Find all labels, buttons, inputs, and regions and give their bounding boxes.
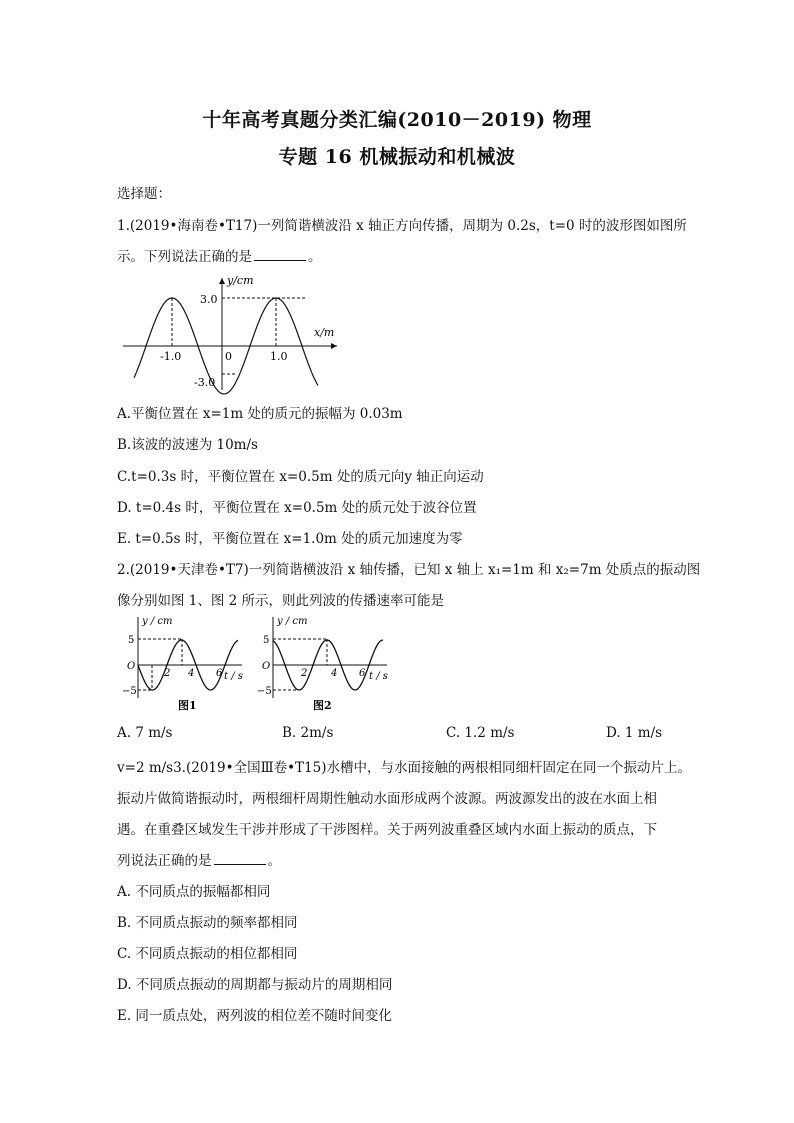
document-title: 十年高考真题分类汇编(2010－2019) 物理 <box>202 109 592 131</box>
q1-xtick-pos: 1.0 <box>270 350 288 363</box>
q2-option-a: A. 7 m/s <box>117 725 173 741</box>
fig2-y5: 5 <box>263 635 270 646</box>
q3-text-line2: 振动片做简谐振动时，两根细杆周期性触动水面形成两个波源。两波源发出的波在水面上相 <box>117 791 657 807</box>
q2-option-d: D. 1 m/s <box>606 725 663 741</box>
q1-xtick-zero: 0 <box>225 350 232 363</box>
fig2-y0: O <box>262 661 271 672</box>
q3-text-line4-pre: 列说法正确的是 <box>117 853 212 869</box>
section-heading: 选择题： <box>117 186 171 202</box>
fig1-t4: 4 <box>188 668 195 679</box>
q1-answer-blank <box>254 248 306 261</box>
document-subtitle: 专题 16 机械振动和机械波 <box>278 146 516 168</box>
fig1-caption: 图1 <box>178 699 197 712</box>
fig1-y0: O <box>127 661 136 672</box>
q2-text-line1: 2.(2019•天津卷•T7)一列简谐横波沿 x 轴传播，已知 x 轴上 x₁=1m 和 x₂=7m 处质点的振动图 <box>117 562 701 578</box>
q2-option-b: B. 2m/s <box>282 725 334 741</box>
q2-option-c: C. 1.2 m/s <box>446 725 515 741</box>
fig1-t2: 2 <box>164 668 171 679</box>
q1-option-e: E. t=0.5s 时，平衡位置在 x=1.0m 处的质元加速度为零 <box>117 531 463 547</box>
q3-text-line4 <box>117 849 281 869</box>
q1-ytick-top: 3.0 <box>200 293 218 306</box>
q1-text-line1: 1.(2019•海南卷•T17)一列简谐横波沿 x 轴正方向传播，周期为 0.2s，t=0 时的波形图如图所 <box>117 218 687 234</box>
q1-xlabel: x/m <box>314 326 335 339</box>
q3-option-e: E. 同一质点处，两列波的相位差不随时间变化 <box>117 1008 392 1024</box>
q1-option-c: C.t=0.3s 时，平衡位置在 x=0.5m 处的质元向y 轴正向运动 <box>117 469 484 485</box>
fig1-ylabel: y / cm <box>142 616 173 627</box>
q1-option-d: D. t=0.4s 时，平衡位置在 x=0.5m 处的质元处于波谷位置 <box>117 500 477 516</box>
q1-option-b: B.该波的波速为 10m/s <box>117 437 258 453</box>
fig1-y5: 5 <box>128 635 135 646</box>
q2-text-line2: 像分别如图 1、图 2 所示，则此列波的传播速率可能是 <box>117 593 445 609</box>
q1-text-line2-pre: 示。下列说法正确的是 <box>117 249 252 265</box>
q3-text-line3: 遇。在重叠区域发生干涉并形成了干涉图样。关于两列波重叠区域内水面上振动的质点，下 <box>117 822 657 838</box>
q1-wave-graph <box>120 270 340 395</box>
q3-option-a: A. 不同质点的振幅都相同 <box>117 884 271 900</box>
q1-ytick-bottom: -3.0 <box>194 376 216 389</box>
q1-xtick-neg: -1.0 <box>160 350 182 363</box>
fig2-caption: 图2 <box>313 699 332 712</box>
fig2-t6: 6 <box>359 668 366 679</box>
q3-option-c: C. 不同质点振动的相位都相同 <box>117 946 298 962</box>
q3-answer-blank <box>214 852 266 865</box>
fig2-t4: 4 <box>331 668 338 679</box>
fig2-yn5: −5 <box>257 686 272 697</box>
fig1-tlabel: t / s <box>224 671 243 682</box>
fig2-t2: 2 <box>301 668 308 679</box>
q3-option-d: D. 不同质点振动的周期都与振动片的周期相同 <box>117 977 393 993</box>
q2-figure-2 <box>255 613 393 713</box>
q2-figure-1 <box>120 613 248 713</box>
q1-ylabel: y/cm <box>227 274 254 287</box>
fig2-tlabel: t / s <box>369 671 388 682</box>
q3-option-b: B. 不同质点振动的频率都相同 <box>117 915 298 931</box>
fig1-t6: 6 <box>216 668 223 679</box>
q3-text-line4-post: 。 <box>267 853 281 869</box>
fig2-ylabel: y / cm <box>277 616 308 627</box>
q1-option-a: A.平衡位置在 x=1m 处的质元的振幅为 0.03m <box>117 406 403 422</box>
fig1-yn5: −5 <box>122 686 137 697</box>
q3-text-line1: v=2 m/s3.(2019•全国Ⅲ卷•T15)水槽中，与水面接触的两根相同细杆固定在同一个振动片上。 <box>117 760 691 776</box>
q1-text-line2 <box>117 245 322 265</box>
q1-text-line2-post: 。 <box>308 249 322 265</box>
